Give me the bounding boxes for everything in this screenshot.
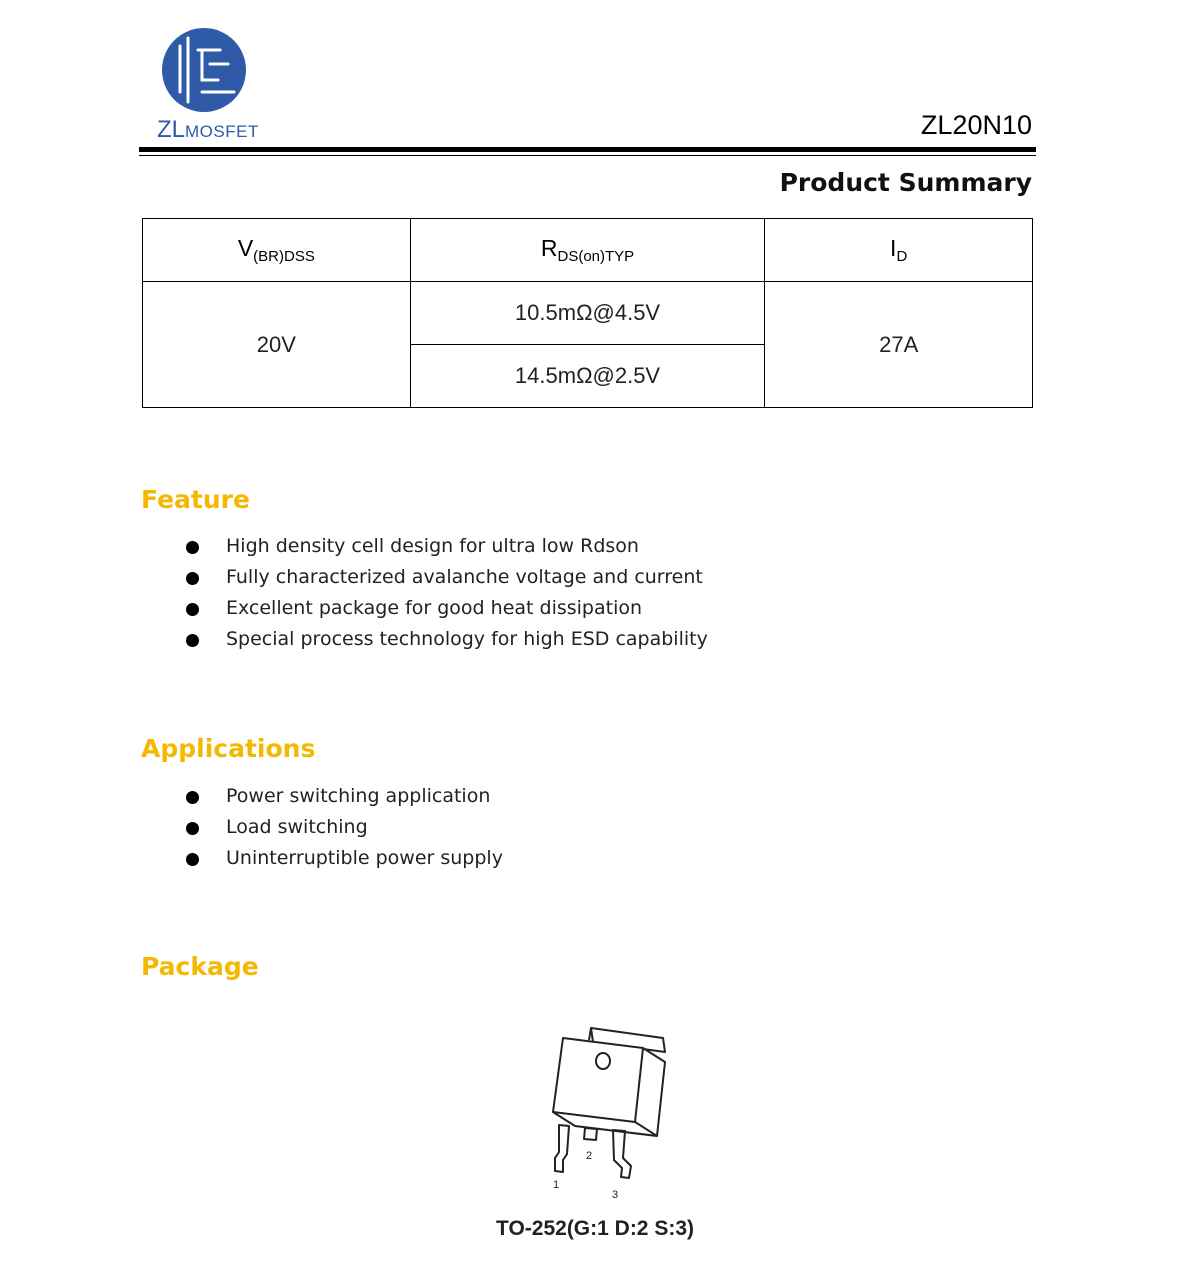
pin-label-3: 3: [612, 1189, 619, 1201]
list-item: Fully characterized avalanche voltage and current: [186, 562, 708, 593]
pin-label-1: 1: [553, 1179, 560, 1191]
to252-package-drawing: [535, 1018, 675, 1208]
rdson-value-2: 14.5mΩ@2.5V: [410, 345, 765, 408]
feature-list: [186, 531, 708, 655]
table-header-row: [143, 219, 1033, 282]
list-item: Excellent package for good heat dissipation: [186, 593, 708, 624]
list-item: Special process technology for high ESD capability: [186, 624, 708, 655]
header-rdson: $R_{DS(on)TYP}$: [410, 219, 765, 282]
header-rule-thin: [139, 155, 1036, 156]
package-title: Package: [141, 952, 259, 981]
applications-list: [186, 781, 503, 874]
feature-title: Feature: [141, 485, 250, 514]
header-vbrdss: $V_{(BR)DSS}$: [143, 219, 411, 282]
rdson-value-1: 10.5mΩ@4.5V: [410, 282, 765, 345]
header-rule-thick: [139, 147, 1036, 152]
logo-emblem-icon: [158, 28, 250, 114]
list-item: Uninterruptible power supply: [186, 843, 503, 874]
pin-label-2: 2: [586, 1150, 593, 1162]
vbrdss-value: 20V: [143, 282, 411, 408]
package-caption: TO-252(G:1 D:2 S:3): [496, 1217, 694, 1240]
summary-title: Product Summary: [779, 168, 1032, 197]
logo-wordmark: ZLMOSFET: [157, 116, 259, 143]
company-logo: [150, 28, 270, 146]
applications-title: Applications: [141, 734, 316, 763]
list-item: Load switching: [186, 812, 503, 843]
part-number: ZL20N10: [920, 110, 1032, 140]
id-value: 27A: [765, 282, 1033, 408]
product-summary-table: [142, 218, 1033, 408]
header-id: $I_D$: [765, 219, 1033, 282]
table-row: [143, 282, 1033, 345]
list-item: Power switching application: [186, 781, 503, 812]
list-item: High density cell design for ultra low Rdson: [186, 531, 708, 562]
